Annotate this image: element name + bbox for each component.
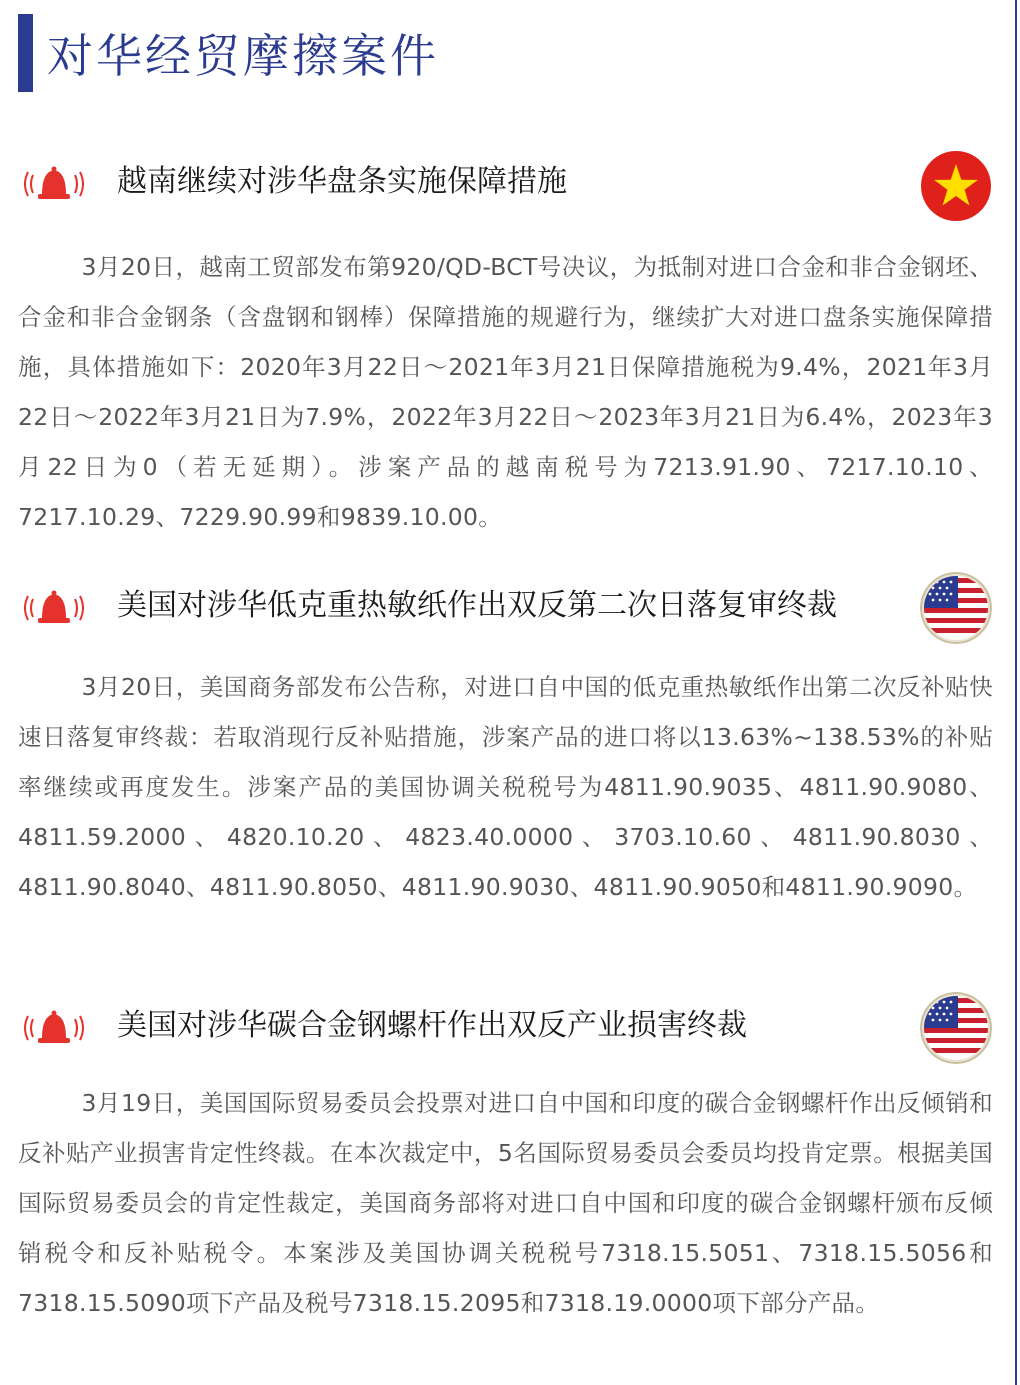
news-title: 美国对涉华低克重热敏纸作出双反第二次日落复审终裁 bbox=[117, 588, 837, 623]
usa-flag-icon bbox=[920, 572, 992, 644]
news-item-usa-thermal-paper bbox=[0, 570, 1020, 901]
alarm-bell-icon bbox=[18, 1008, 90, 1048]
news-body: 3月20日，美国商务部发布公告称，对进口自中国的低克重热敏纸作出第二次反补贴快速日落复审终裁：若取消现行反补贴措施，涉案产品的进口将以13.63%~138.53%的补贴率继续或再度发生。涉案产品的美国协调关税税号为4811.90.9035、4811.90.9080、4811.59.2000、4820.10.20、4823.40.0000、3703.10.60、4811.90.8030、4811.90.8040、4811.90.8050、4811.90.9030、4811.90.9050和4811.90.9090。 bbox=[18, 673, 993, 901]
news-item-vietnam-wire-rod bbox=[0, 146, 1020, 531]
news-title: 美国对涉华碳合金钢螺杆作出双反产业损害终裁 bbox=[117, 1008, 747, 1043]
alarm-bell-icon bbox=[18, 164, 90, 204]
vietnam-flag-icon bbox=[920, 150, 992, 222]
section-header bbox=[18, 14, 439, 92]
news-title: 越南继续对涉华盘条实施保障措施 bbox=[117, 164, 567, 199]
news-header bbox=[0, 990, 1020, 1070]
section-accent-bar bbox=[18, 14, 33, 92]
section-title: 对华经贸摩擦案件 bbox=[47, 29, 439, 83]
usa-flag-icon bbox=[920, 992, 992, 1064]
news-body: 3月20日，越南工贸部发布第920/QD-BCT号决议，为抵制对进口合金和非合金钢坯、合金和非合金钢条（含盘钢和钢棒）保障措施的规避行为，继续扩大对进口盘条实施保障措施，具体措施如下：2020年3月22日～2021年3月21日保障措施税为9.4%，2021年3月22日～2022年3月21日为7.9%，2022年3月22日～2023年3月21日为6.4%，2023年3月22日为0（若无延期）。涉案产品的越南税号为7213.91.90、7217.10.10、7217.10.29、7229.90.99和9839.10.00。 bbox=[18, 253, 993, 531]
news-item-usa-steel-screws bbox=[0, 990, 1020, 1317]
news-body: 3月19日，美国国际贸易委员会投票对进口自中国和印度的碳合金钢螺杆作出反倾销和反补贴产业损害肯定性终裁。在本次裁定中，5名国际贸易委员会委员均投肯定票。根据美国国际贸易委员会的肯定性裁定，美国商务部将对进口自中国和印度的碳合金钢螺杆颁布反倾销税令和反补贴税令。本案涉及美国协调关税税号7318.15.5051、7318.15.5056和7318.15.5090项下产品及税号7318.15.2095和7318.19.0000项下部分产品。 bbox=[18, 1089, 993, 1317]
news-header bbox=[0, 570, 1020, 650]
news-header bbox=[0, 146, 1020, 226]
alarm-bell-icon bbox=[18, 588, 90, 628]
